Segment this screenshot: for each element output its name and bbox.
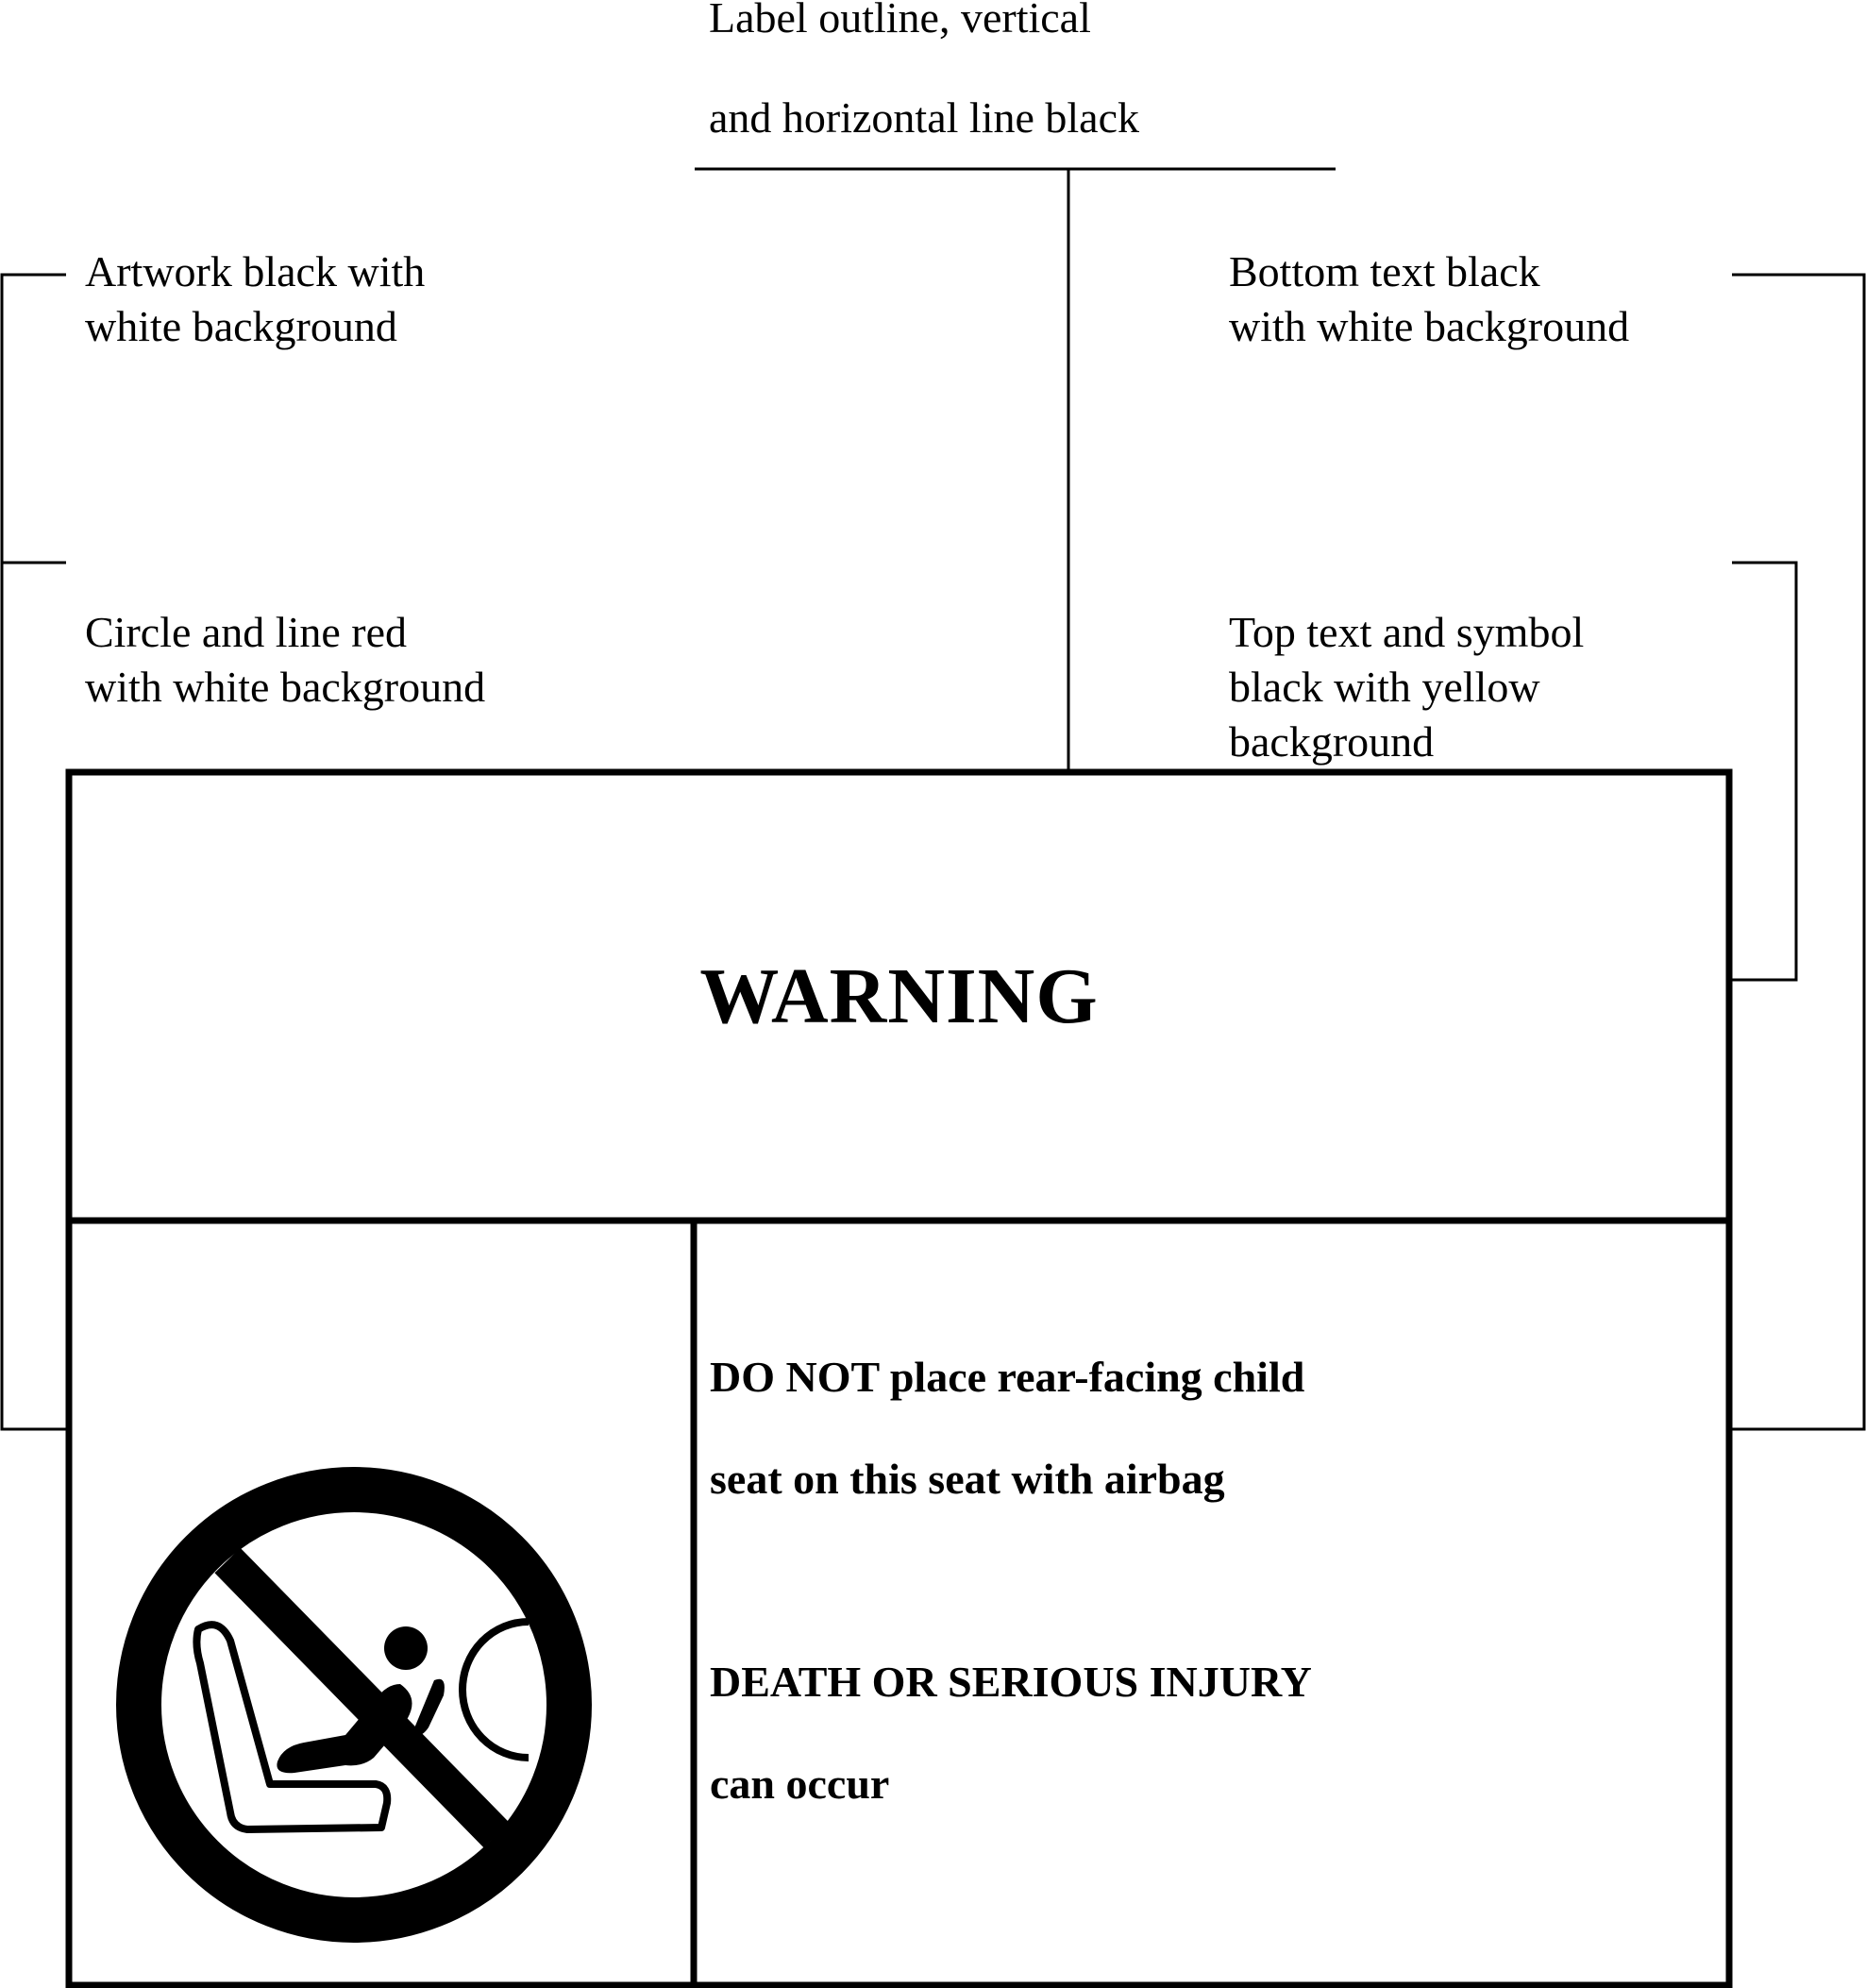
top-text-callout-line2: black with yellow bbox=[1229, 663, 1540, 711]
airbag-icon bbox=[462, 1622, 529, 1758]
child-arm-icon bbox=[412, 1679, 445, 1736]
label-outline-callout bbox=[709, 0, 1139, 168]
warning-message-line1: DO NOT place rear-facing child bbox=[710, 1353, 1305, 1401]
artwork-leader bbox=[2, 275, 68, 1429]
prohibition-slash-icon bbox=[227, 1560, 496, 1835]
top-text-callout bbox=[1229, 605, 1584, 769]
no-rear-facing-child-seat-icon bbox=[139, 1490, 569, 1920]
warning-title: WARNING bbox=[699, 952, 1099, 1040]
circle-line-callout-line2: with white background bbox=[85, 663, 486, 711]
circle-line-callout-line1: Circle and line red bbox=[85, 608, 408, 656]
warning-message-line2: seat on this seat with airbag bbox=[710, 1455, 1225, 1503]
child-head-icon bbox=[384, 1626, 428, 1670]
bottom-text-leader bbox=[1732, 275, 1864, 1429]
top-text-callout-line3: background bbox=[1229, 717, 1435, 766]
bottom-text-callout-line1: Bottom text black bbox=[1229, 247, 1540, 295]
bottom-text-callout bbox=[1229, 244, 1629, 354]
label-outline-callout-line2: and horizontal line black bbox=[709, 93, 1140, 142]
artwork-callout-line2: white background bbox=[85, 302, 397, 350]
label-outline-callout-line1: Label outline, vertical bbox=[709, 0, 1091, 42]
warning-consequence-line1: DEATH OR SERIOUS INJURY bbox=[710, 1658, 1312, 1706]
circle-line-callout bbox=[85, 605, 485, 715]
top-text-leader bbox=[1732, 563, 1796, 980]
artwork-callout-line1: Artwork black with bbox=[85, 247, 426, 295]
warning-consequence-line2: can occur bbox=[710, 1760, 890, 1808]
artwork-callout bbox=[85, 244, 425, 354]
bottom-text-callout-line2: with white background bbox=[1229, 302, 1630, 350]
top-text-callout-line1: Top text and symbol bbox=[1229, 608, 1585, 656]
